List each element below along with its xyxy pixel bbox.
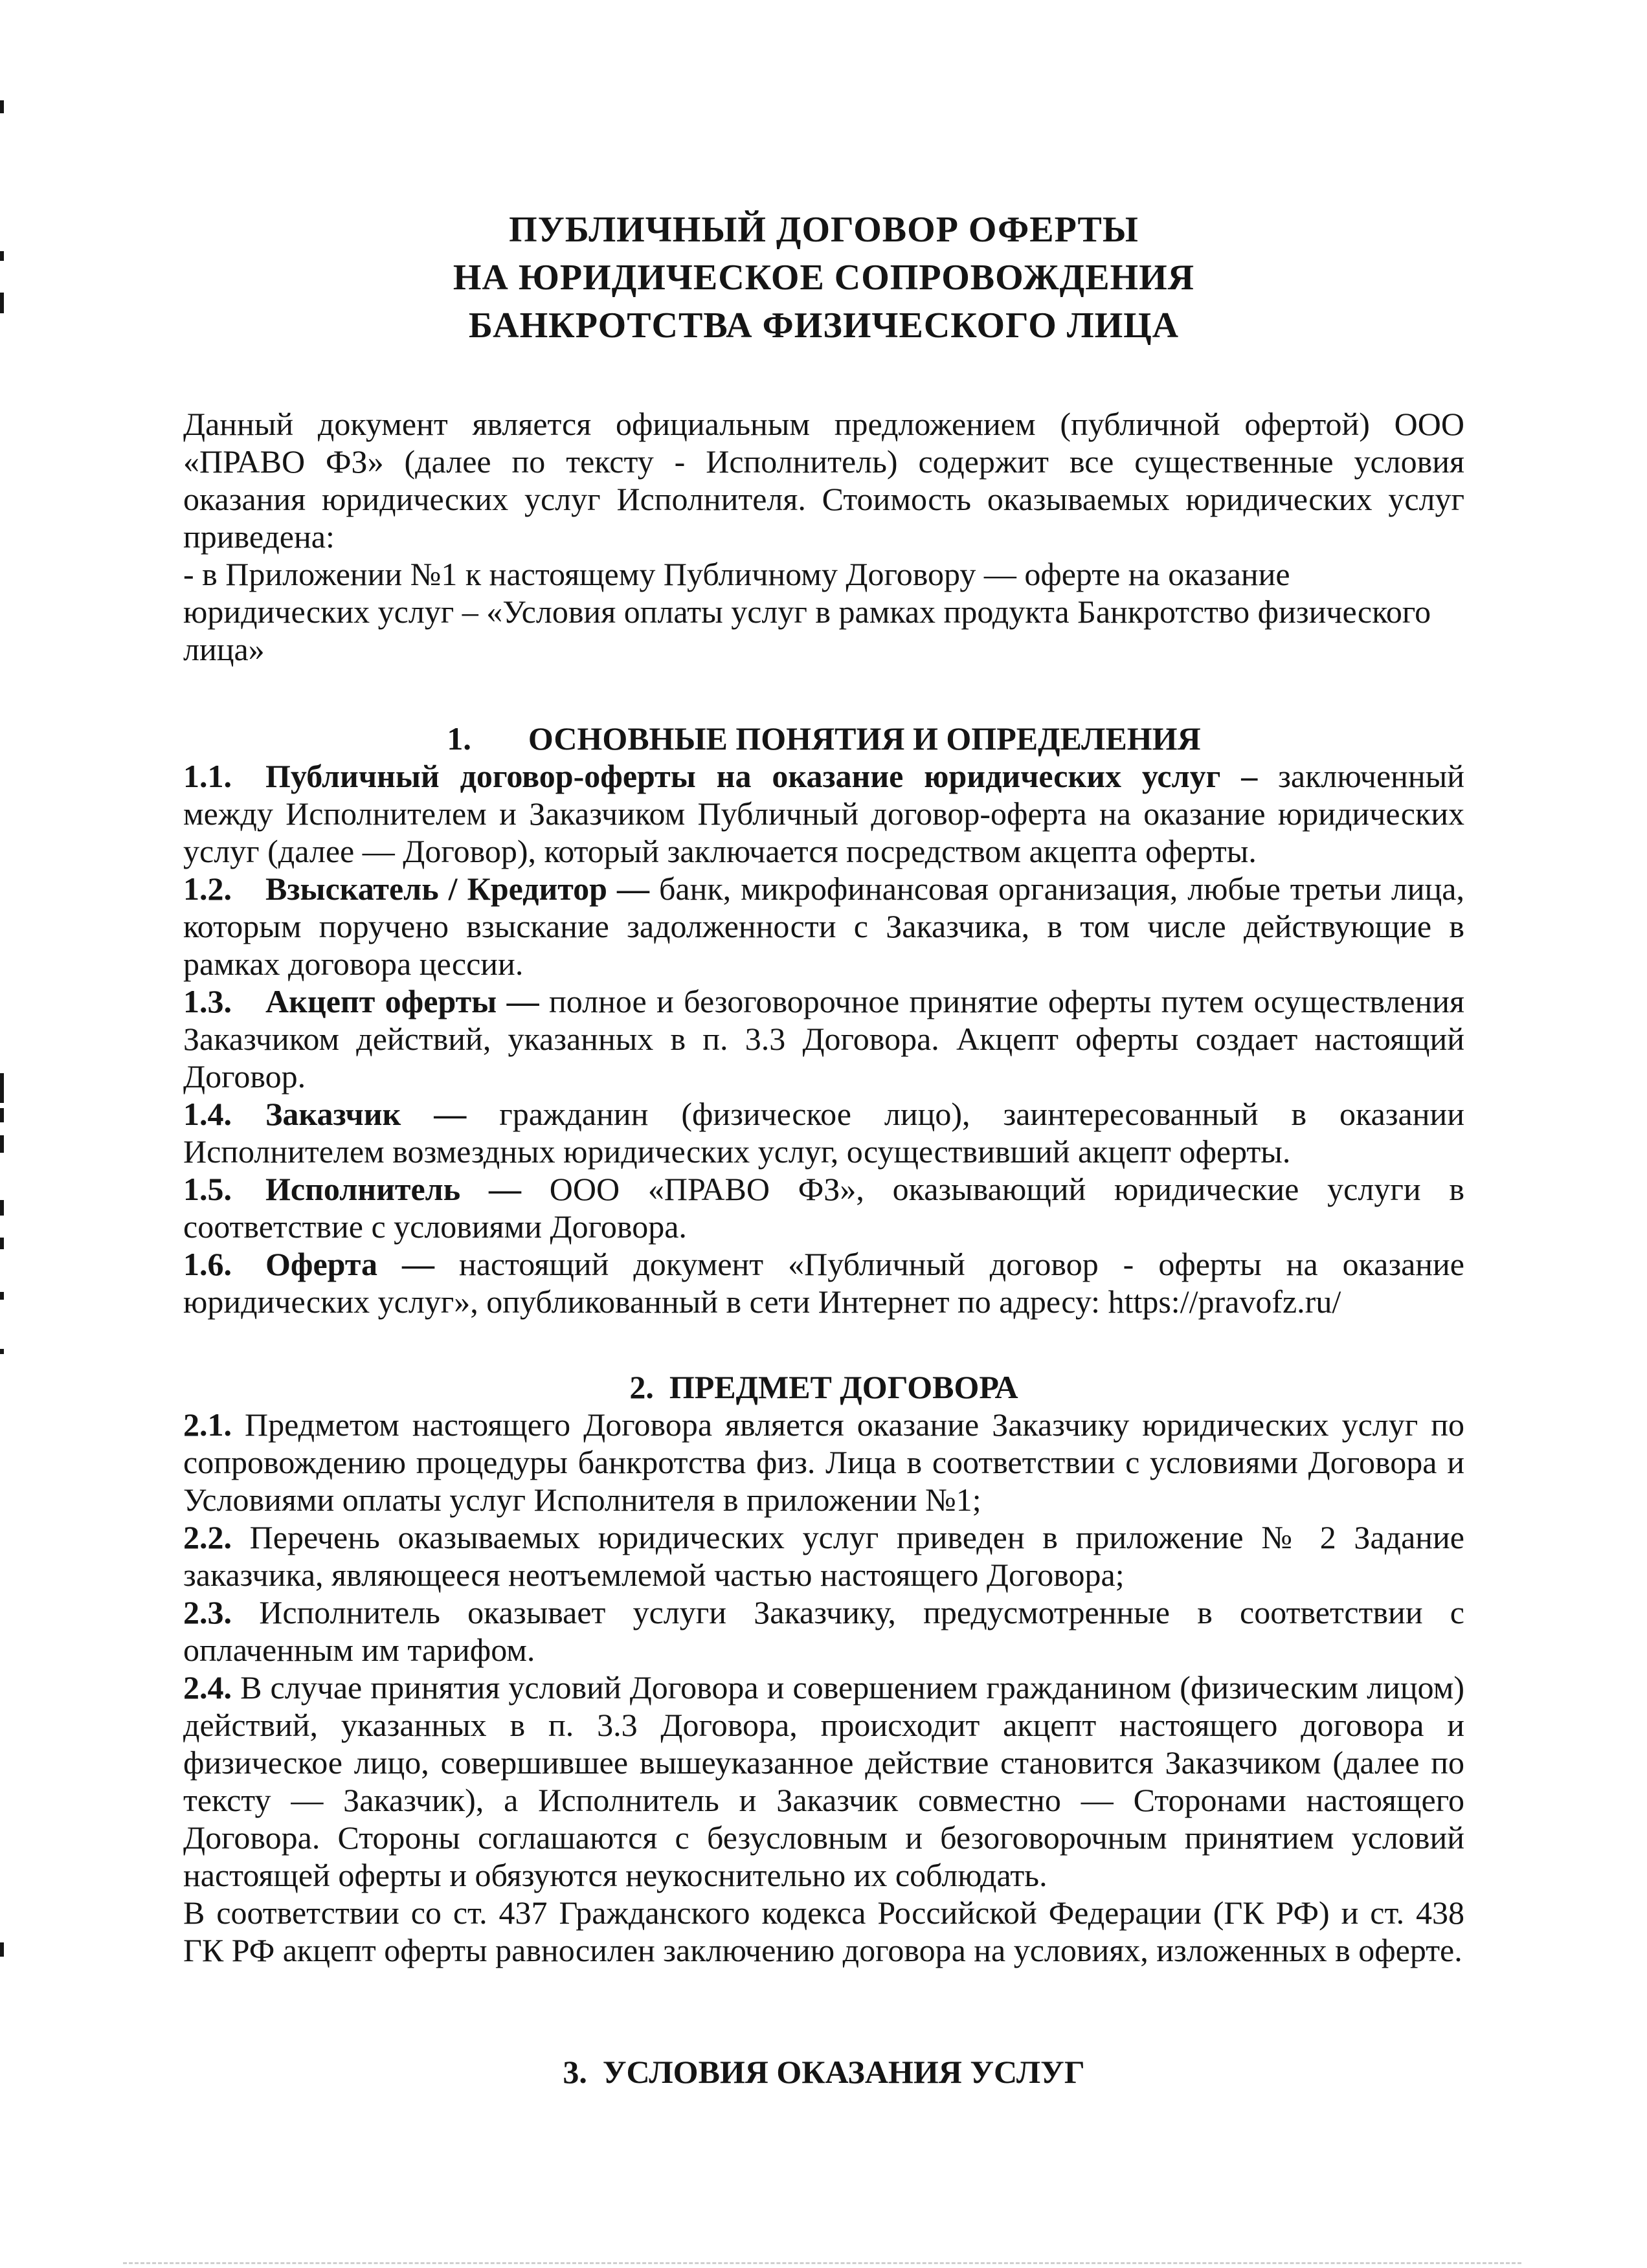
clause-number: 2.1. [183,1406,232,1443]
scan-artifact-tick [0,1238,4,1249]
section-1-title: ОСНОВНЫЕ ПОНЯТИЯ И ОПРЕДЕЛЕНИЯ [528,720,1201,757]
clause-number: 2.2. [183,1519,232,1555]
clause-text: В случае принятия условий Договора и совершением гражданином (физическим лицом) действий, указанных в п. 3.3 Договора, происходит акцепт настоящего договора и физическое лицо, совершившее вышеуказанное действие становится Заказчиком (далее по тексту — Заказчик), а Исполнитель и Заказчик совместно — Сторонами настоящего Договора. Стороны соглашаются с безусловным и безоговорочным принятием условий настоящей оферты и обязуются неукоснительно их соблюдать. [183,1669,1464,1893]
scan-artifact-tick [0,1292,4,1300]
clause-1-4 [183,1095,1464,1170]
scan-artifact-tick [0,1108,4,1122]
intro-appendix-note: - в Приложении №1 к настоящему Публичному Договору — оферте на оказание юридических услуг – «Условия оплаты услуг в рамках продукта Банкротство физического лица» [183,556,1431,667]
clause-1-5 [183,1170,1464,1245]
section-1-heading [183,720,1464,757]
section-3-heading [183,2053,1464,2091]
scan-artifact-tick [0,100,4,113]
clause-text: Исполнитель оказывает услуги Заказчику, предусмотренные в соответствии с оплаченным им тарифом. [183,1594,1464,1668]
clause-number: 1.5. [183,1171,232,1207]
section-3-title: УСЛОВИЯ ОКАЗАНИЯ УСЛУГ [602,2054,1085,2090]
clause-term: Акцепт оферты — [265,983,539,1019]
scan-artifact-tick [0,1200,4,1216]
clause-number: 2.4. [183,1669,232,1706]
clause-text: Предметом настоящего Договора является оказание Заказчику юридических услуг по сопровождению процедуры банкротства физ. Лица в соответствии с условиями Договора и Условиями оплаты услуг Исполнителя в приложении №1; [183,1406,1464,1518]
clause-text: ООО «ПРАВО ФЗ», оказывающий юридические услуги в соответствие с условиями Договора. [183,1171,1465,1245]
scan-artifact-tick [0,1942,4,1957]
clause-term: Исполнитель — [265,1171,521,1207]
clause-text: Перечень оказываемых юридических услуг приведен в приложение № 2 Задание заказчика, являющееся неотъемлемой частью настоящего Договора; [183,1519,1464,1593]
clause-number: 1.1. [183,758,232,794]
clause-2-3 [183,1594,1464,1669]
clause-1-2 [183,870,1464,983]
clause-term: Заказчик — [265,1096,467,1132]
title-line-2: НА ЮРИДИЧЕСКОЕ СОПРОВОЖДЕНИЯ [453,258,1195,298]
scan-artifact-tick [0,1073,4,1103]
section-2-heading [183,1368,1464,1406]
scan-artifact-dashed-line [123,2262,1521,2264]
clause-number: 1.6. [183,1246,232,1282]
clause-2-2 [183,1518,1464,1594]
clause-number: 1.3. [183,983,232,1019]
scan-artifact-tick [0,1349,4,1354]
section-2-number: 2. [629,1369,654,1405]
clause-text: заключенный между Исполнителем и Заказчиком Публичный договор-оферта на оказание юридических услуг (далее — Договор), который заключается посредством акцепта оферты. [183,758,1465,869]
clause-1-6 [183,1245,1464,1320]
scan-artifact-tick [0,251,4,261]
clause-text: полное и безоговорочное принятие оферты путем осуществления Заказчиком действий, указанных в п. 3.3 Договора. Акцепт оферты создает настоящий Договор. [183,983,1465,1095]
title-line-3: БАНКРОТСТВА ФИЗИЧЕСКОГО ЛИЦА [468,306,1180,346]
title-line-1: ПУБЛИЧНЫЙ ДОГОВОР ОФЕРТЫ [509,210,1139,250]
clause-number: 1.2. [183,871,232,907]
scan-artifact-tick [0,1135,4,1153]
section-2-closing: В соответствии со ст. 437 Гражданского кодекса Российской Федерации (ГК РФ) и ст. 438 ГК РФ акцепт оферты равносилен заключению договора на условиях, изложенных в оферте. [183,1895,1464,1968]
clause-1-1 [183,757,1464,870]
section-1-number: 1. [447,720,471,757]
clause-number: 1.4. [183,1096,232,1132]
clause-2-4 [183,1669,1464,1894]
clause-term: Публичный договор-оферты на оказание юридических услуг – [265,758,1258,794]
section-2-title: ПРЕДМЕТ ДОГОВОРА [669,1369,1018,1405]
clause-text: банк, микрофинансовая организация, любые третьи лица, которым поручено взыскание задолженности с Заказчика, в том числе действующие в рамках договора цессии. [183,871,1464,982]
scan-artifact-tick [0,293,4,313]
clause-term: Взыскатель / Кредитор — [265,871,649,907]
clause-2-1 [183,1406,1464,1518]
clause-1-3 [183,983,1464,1095]
document-title [183,206,1464,350]
clause-text: настоящий документ «Публичный договор - оферты на оказание юридических услуг», опубликованный в сети Интернет по адресу: https://pravofz.ru/ [183,1246,1464,1320]
intro-paragraph: Данный документ является официальным предложением (публичной офертой) ООО «ПРАВО ФЗ» (далее по тексту - Исполнитель) содержит все существенные условия оказания юридических услуг Исполнителя. Стоимость оказываемых юридических услуг приведена: [183,406,1464,555]
clause-text: гражданин (физическое лицо), заинтересованный в оказании Исполнителем возмездных юридических услуг, осуществивший акцепт оферты. [183,1096,1465,1170]
clause-number: 2.3. [183,1594,232,1630]
section-3-number: 3. [563,2054,587,2090]
clause-term: Оферта — [265,1246,434,1282]
